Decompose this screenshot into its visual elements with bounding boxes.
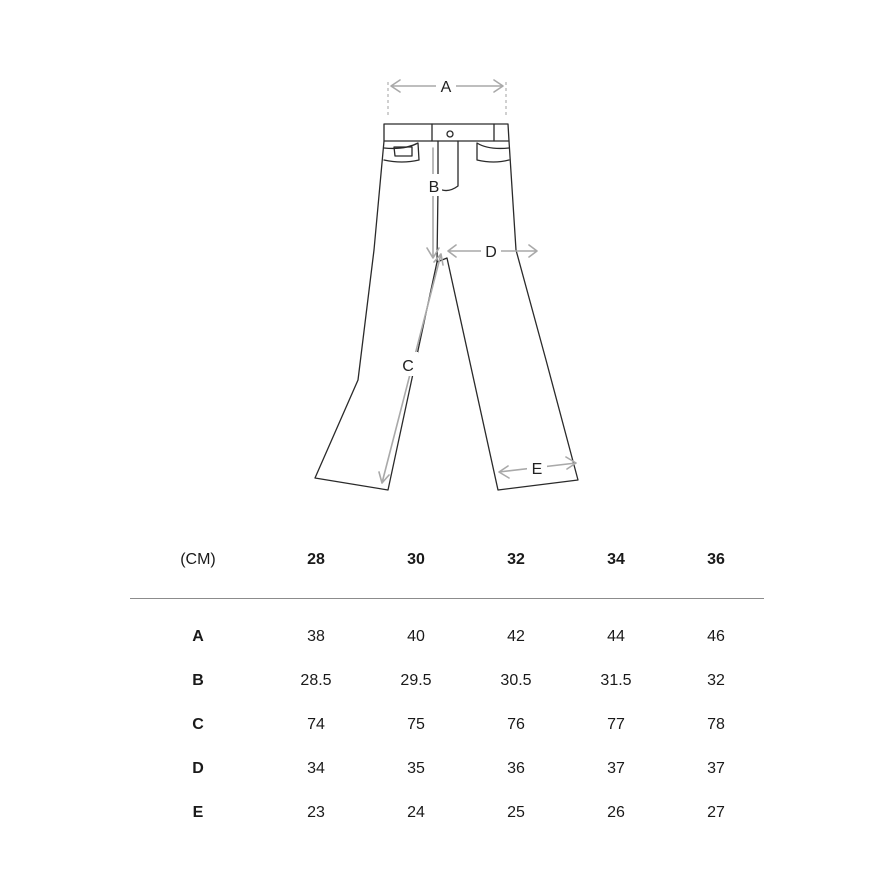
label-e: E [531,461,543,478]
label-a: A [440,79,452,96]
header-divider [130,598,764,599]
table-cell: 78 [707,716,725,733]
row-label: B [192,672,204,689]
size-header: 30 [407,551,425,568]
label-d: D [485,244,497,261]
table-row-e [130,791,764,835]
table-cell: 32 [707,672,725,689]
table-cell: 40 [407,628,425,645]
unit-label: (CM) [180,551,216,568]
size-header: 28 [307,551,325,568]
measure-d [448,240,537,262]
table-cell: 34 [307,760,325,777]
row-label: A [192,628,204,645]
table-cell: 30.5 [500,672,532,689]
label-c: C [402,358,414,375]
table-cell: 26 [607,804,625,821]
table-cell: 31.5 [600,672,632,689]
table-row-a [130,615,764,659]
table-cell: 38 [307,628,325,645]
row-label: C [192,716,204,733]
table-row-c [130,703,764,747]
table-row-d [130,747,764,791]
label-b: B [428,179,440,196]
table-cell: 74 [307,716,325,733]
pocket-left [384,143,419,162]
table-cell: 25 [507,804,525,821]
table-cell: 36 [507,760,525,777]
table-cell: 27 [707,804,725,821]
table-cell: 77 [607,716,625,733]
pants-body [315,141,578,490]
measure-b [424,148,442,258]
measure-a [388,74,506,118]
table-cell: 44 [607,628,625,645]
row-label: E [192,804,204,821]
pants-outline [315,124,578,490]
size-header: 32 [507,551,525,568]
table-cell: 42 [507,628,525,645]
table-header-row [130,540,764,580]
table-cell: 76 [507,716,525,733]
measure-e [499,456,576,478]
table-cell: 23 [307,804,325,821]
row-label: D [192,760,204,777]
table-cell: 46 [707,628,725,645]
waist-button [447,131,453,137]
pocket-right [477,143,509,162]
table-cell: 37 [707,760,725,777]
table-cell: 37 [607,760,625,777]
table-cell: 28.5 [300,672,332,689]
table-row-b [130,659,764,703]
waistband [384,124,509,141]
size-chart-table [130,540,764,835]
table-cell: 75 [407,716,425,733]
size-header: 36 [707,551,725,568]
measure-c [379,254,443,483]
size-header: 34 [607,551,625,568]
table-cell: 24 [407,804,425,821]
table-cell: 29.5 [400,672,432,689]
table-cell: 35 [407,760,425,777]
